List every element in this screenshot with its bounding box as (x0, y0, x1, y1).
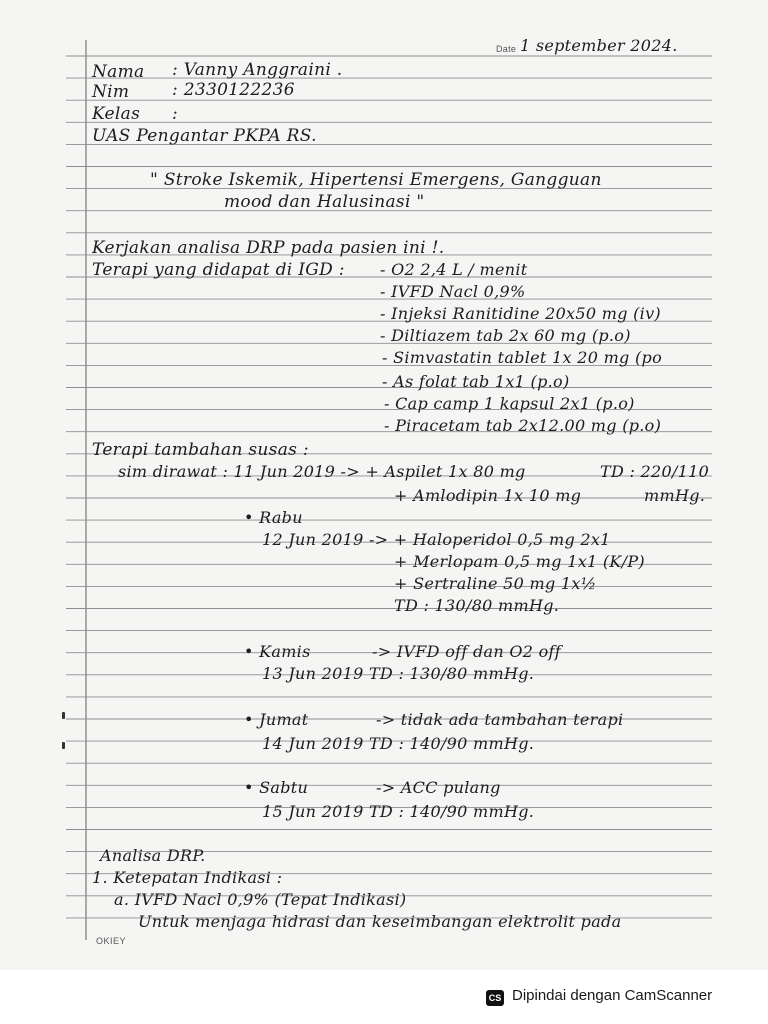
stay-td: TD : 220/110 (600, 462, 710, 481)
notebook-brand: OKIEY (96, 936, 127, 946)
stay-line: TD : 130/80 mmHg. (394, 596, 560, 615)
date-text: 1 september 2024. (520, 36, 678, 55)
stay-line: + Merlopam 0,5 mg 1x1 (K/P) (394, 552, 645, 571)
scanner-watermark-bar (0, 970, 768, 1024)
therapy-igd-item: - Diltiazem tab 2x 60 mg (p.o) (380, 326, 631, 345)
stay-line: + Sertraline 50 mg 1x½ (394, 574, 597, 593)
therapy-extra-label: Terapi tambahan susas : (92, 440, 309, 460)
subject-title: UAS Pengantar PKPA RS. (92, 126, 317, 146)
date-prefix: Date (496, 44, 517, 54)
therapy-igd-item: - O2 2,4 L / menit (380, 260, 528, 279)
therapy-igd-item: - Piracetam tab 2x12.00 mg (p.o) (384, 416, 662, 435)
stay-line: sim dirawat : 11 Jun 2019 -> + Aspilet 1x 80 mg (118, 462, 526, 481)
nama-value: : Vanny Anggraini . (172, 60, 343, 80)
day-label: • Jumat (244, 710, 309, 729)
stay-line: 13 Jun 2019 TD : 130/80 mmHg. (262, 664, 535, 683)
nim-value: : 2330122236 (172, 80, 295, 100)
nama-label: Nama (92, 62, 145, 82)
case-title-line1: " Stroke Iskemik, Hipertensi Emergens, Gangguan (150, 170, 602, 190)
therapy-igd-item: - As folat tab 1x1 (p.o) (382, 372, 570, 391)
stay-line: 14 Jun 2019 TD : 140/90 mmHg. (262, 734, 535, 753)
day-label: • Rabu (244, 508, 303, 527)
punch-mark (62, 742, 65, 749)
case-title-line2: mood dan Halusinasi " (224, 192, 425, 212)
day-label: • Kamis (244, 642, 311, 661)
camscanner-logo-icon: CS (486, 990, 504, 1006)
stay-td: mmHg. (644, 486, 706, 505)
stay-line: -> tidak ada tambahan terapi (376, 710, 624, 729)
analysis-text: Untuk menjaga hidrasi dan keseimbangan elektrolit pada (138, 912, 622, 931)
analysis-item: a. IVFD Nacl 0,9% (Tepat Indikasi) (114, 890, 407, 909)
therapy-igd-label: Terapi yang didapat di IGD : (92, 260, 345, 280)
kelas-label: Kelas (92, 104, 141, 124)
camscanner-text: Dipindai dengan CamScanner (512, 987, 713, 1004)
day-label: • Sabtu (244, 778, 309, 797)
therapy-igd-item: - Injeksi Ranitidine 20x50 mg (iv) (380, 304, 661, 323)
stay-line: -> ACC pulang (376, 778, 501, 797)
therapy-igd-item: - IVFD Nacl 0,9% (380, 282, 526, 301)
task-instruction: Kerjakan analisa DRP pada pasien ini !. (92, 238, 445, 258)
analysis-label: Analisa DRP. (100, 846, 206, 865)
analysis-section: 1. Ketepatan Indikasi : (92, 868, 283, 887)
therapy-igd-item: - Cap camp 1 kapsul 2x1 (p.o) (384, 394, 635, 413)
stay-line: + Amlodipin 1x 10 mg (394, 486, 582, 505)
nim-label: Nim (92, 82, 130, 102)
kelas-value: : (172, 104, 179, 124)
stay-line: -> IVFD off dan O2 off (372, 642, 561, 661)
therapy-igd-item: - Simvastatin tablet 1x 20 mg (po (382, 348, 663, 367)
stay-line: 12 Jun 2019 -> + Haloperidol 0,5 mg 2x1 (262, 530, 611, 549)
punch-mark (62, 712, 65, 719)
stay-line: 15 Jun 2019 TD : 140/90 mmHg. (262, 802, 535, 821)
